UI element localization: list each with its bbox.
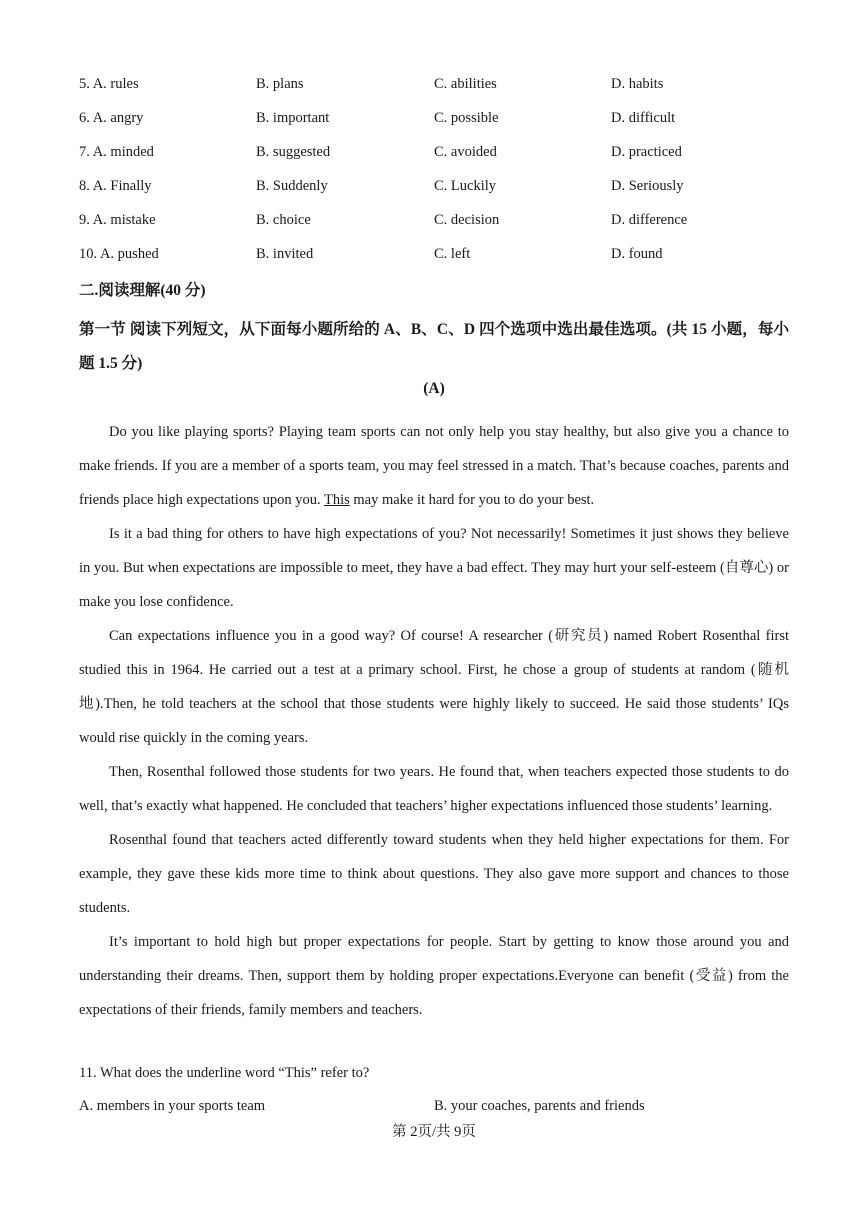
paragraph: Then, Rosenthal followed those students for two years. He found that, when teachers expected those students to do well, that’s exactly what happened. He concluded that teachers’ higher expectations influenced those students’ learning.	[79, 764, 789, 814]
option-row	[79, 108, 799, 142]
option-c: C. left	[434, 246, 471, 262]
option-a: 6. A. angry	[79, 110, 144, 126]
option-a: 8. A. Finally	[79, 178, 152, 194]
option-d: D. practiced	[611, 144, 682, 160]
option-row	[79, 244, 799, 278]
paragraph: Is it a bad thing for others to have high expectations of you? Not necessarily! Sometimes it just shows they believe in you. But when expectations are impossible to meet, they have a bad effect. They may hurt your self-esteem (自尊心) or make you lose confidence.	[79, 526, 789, 610]
paragraph	[79, 415, 789, 517]
paragraph: It’s important to hold high but proper expectations for people. Start by getting to know those around you and understanding their dreams. Then, support them by holding proper expectations.Everyone can benefit (受益) from the expectations of their friends, family members and teachers.	[79, 934, 789, 1018]
option-a: 5. A. rules	[79, 76, 139, 92]
paragraph-text: Do you like playing sports? Playing team sports can not only help you stay healthy, but also give you a chance to make friends. If you are a member of a sports team, you may feel stressed in a match. That’s because coaches, parents and friends place high expectations upon you.	[79, 424, 789, 508]
cloze-options	[79, 74, 799, 278]
paragraph: Rosenthal found that teachers acted differently toward students when they held higher expectations for them. For example, they gave these kids more time to think about questions. They also gave more support and chances to those students.	[79, 832, 789, 916]
answer-option-a: A. members in your sports team	[79, 1098, 266, 1114]
question-options	[79, 1098, 789, 1118]
answer-option-b: B. your coaches, parents and friends	[434, 1098, 645, 1114]
paragraph: Can expectations influence you in a good way? Of course! A researcher (研究员) named Robert Rosenthal first studied this in 1964. He carried out a test at a primary school. First, he chose a group of students at random (随机地).Then, he told teachers at the school that those students were highly likely to succeed. He said those students’ IQs would rise quickly in the coming years.	[79, 628, 789, 746]
option-d: D. habits	[611, 76, 664, 92]
option-d: D. found	[611, 246, 663, 262]
reading-passage	[79, 415, 789, 1027]
option-a: 9. A. mistake	[79, 212, 156, 228]
option-a: 10. A. pushed	[79, 246, 159, 262]
option-row	[79, 142, 799, 176]
option-row	[79, 210, 799, 244]
option-b: B. suggested	[256, 144, 331, 160]
underlined-word: This	[323, 492, 350, 508]
option-row	[79, 176, 799, 210]
option-d: D. difference	[611, 212, 688, 228]
option-c: C. abilities	[434, 76, 497, 92]
passage-title: (A)	[423, 380, 445, 397]
option-c: C. decision	[434, 212, 500, 228]
option-d: D. difficult	[611, 110, 676, 126]
section-instruction: 第一节 阅读下列短文，从下面每小题所给的 A、B、C、D 四个选项中选出最佳选项。(共 15 小题，每小题 1.5 分)	[79, 321, 789, 372]
section-title: 二.阅读理解(40 分)	[79, 282, 206, 299]
option-b: B. plans	[256, 76, 304, 92]
option-a: 7. A. minded	[79, 144, 154, 160]
paragraph-text: may make it hard for you to do your best.	[349, 492, 595, 508]
option-b: B. important	[256, 110, 330, 126]
page-number: 第 2页/共 9页	[392, 1124, 476, 1140]
question-stem: 11. What does the underline word “This” refer to?	[79, 1065, 370, 1081]
option-b: B. choice	[256, 212, 311, 228]
option-c: C. avoided	[434, 144, 497, 160]
option-row	[79, 74, 799, 108]
option-c: C. Luckily	[434, 178, 497, 194]
option-b: B. invited	[256, 246, 314, 262]
option-b: B. Suddenly	[256, 178, 328, 194]
option-d: D. Seriously	[611, 178, 684, 194]
option-c: C. possible	[434, 110, 499, 126]
